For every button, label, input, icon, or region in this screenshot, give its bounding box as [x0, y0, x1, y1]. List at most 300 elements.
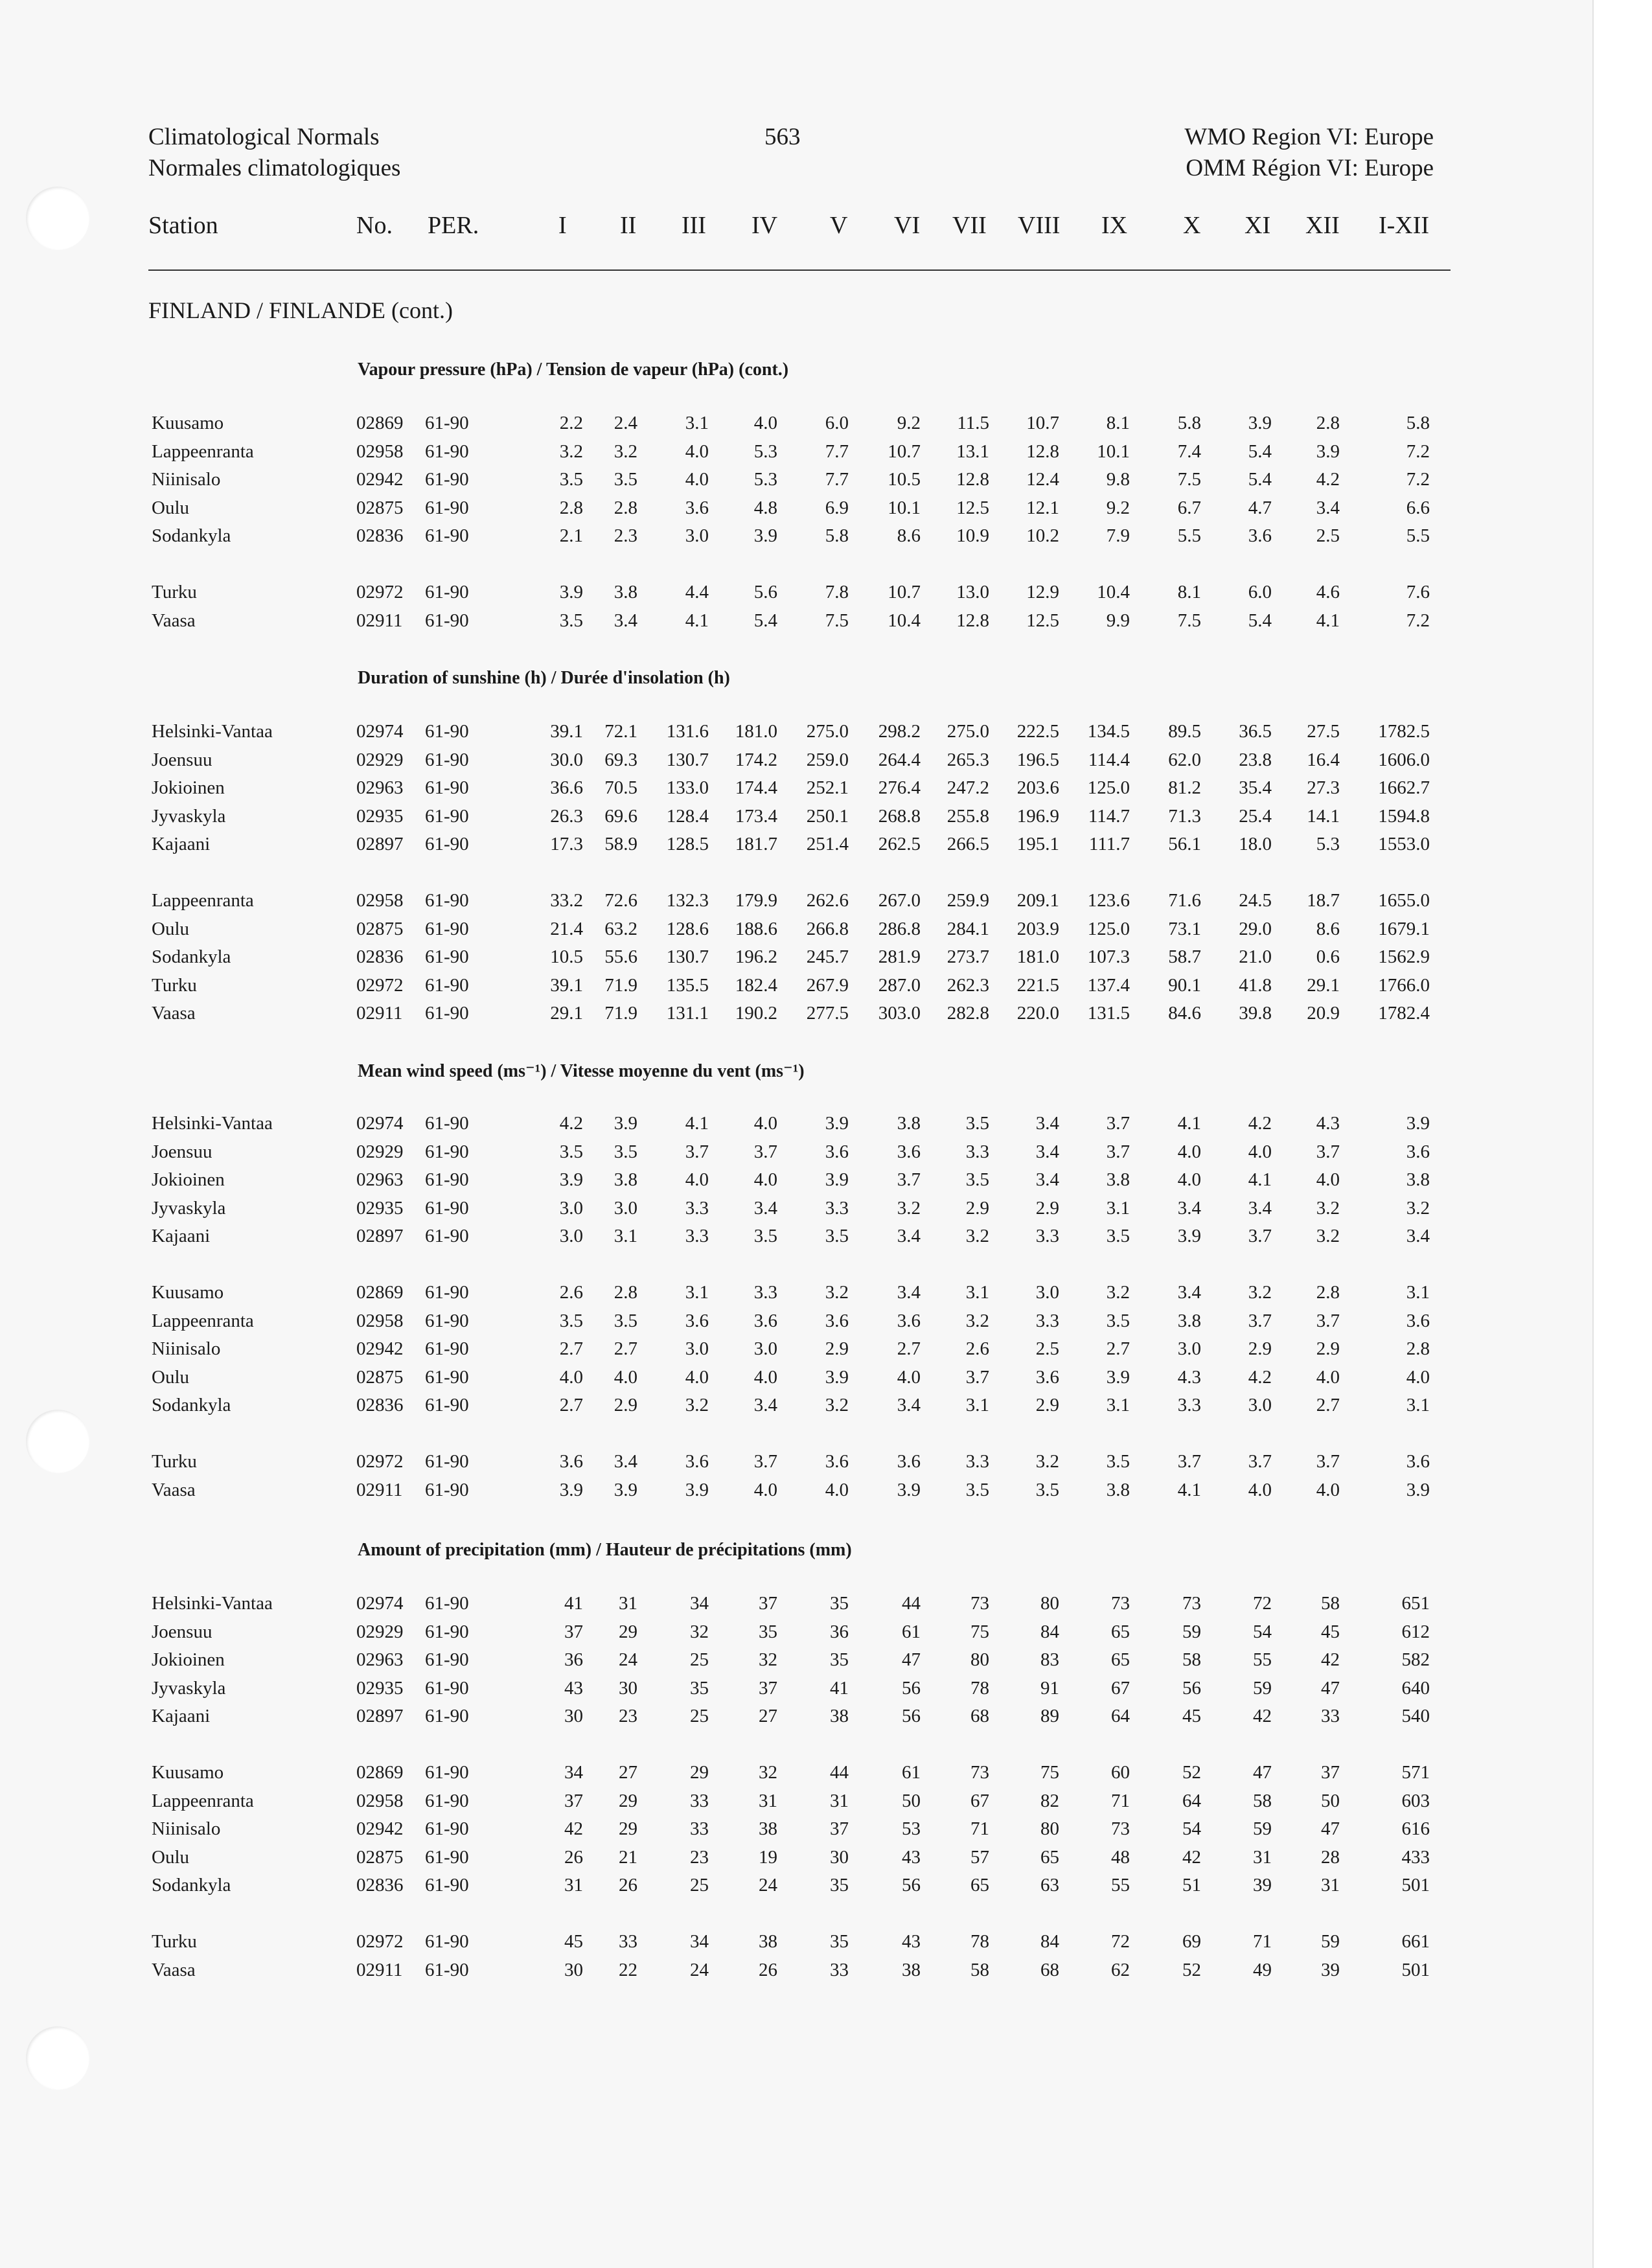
- month-value: 3.0: [685, 1338, 709, 1359]
- month-value: 30: [619, 1678, 637, 1699]
- column-header: VIII: [1018, 212, 1061, 239]
- month-value: 128.5: [666, 834, 709, 854]
- month-value: 7.8: [825, 582, 849, 602]
- month-value: 3.8: [897, 1113, 921, 1134]
- month-value: 24: [759, 1875, 777, 1896]
- month-value: 68: [1040, 1960, 1059, 1980]
- station-name: Sodankyla: [152, 946, 231, 967]
- month-value: 65: [1111, 1649, 1130, 1670]
- annual-value: 7.6: [1406, 582, 1430, 602]
- month-value: 2.6: [965, 1338, 989, 1359]
- month-value: 3.7: [685, 1141, 709, 1162]
- month-value: 31: [1321, 1875, 1340, 1896]
- section-title: Duration of sunshine (h) / Durée d'insolation (h): [358, 668, 730, 688]
- month-value: 10.1: [1097, 441, 1130, 462]
- month-value: 3.5: [1106, 1311, 1130, 1331]
- month-value: 2.9: [1035, 1198, 1059, 1219]
- month-value: 3.4: [1316, 498, 1340, 518]
- month-value: 3.3: [1035, 1311, 1059, 1331]
- month-value: 29: [619, 1818, 637, 1839]
- month-value: 60: [1111, 1762, 1130, 1783]
- period: 61-90: [425, 777, 469, 798]
- month-value: 71.9: [604, 1003, 637, 1024]
- month-value: 4.8: [753, 498, 777, 518]
- month-value: 4.3: [1177, 1367, 1201, 1388]
- month-value: 10.4: [888, 610, 921, 631]
- month-value: 174.4: [735, 777, 777, 798]
- table-row: [0, 750, 1652, 777]
- period: 61-90: [425, 1480, 469, 1500]
- month-value: 48: [1111, 1847, 1130, 1868]
- station-number: 02929: [356, 1621, 404, 1642]
- annual-value: 5.5: [1406, 525, 1430, 546]
- table-row: [0, 1593, 1652, 1621]
- month-value: 71: [1111, 1791, 1130, 1811]
- month-value: 29: [690, 1762, 709, 1783]
- station-number: 02974: [356, 1593, 404, 1614]
- table-row: [0, 1762, 1652, 1790]
- month-value: 275.0: [946, 721, 989, 742]
- month-value: 63.2: [604, 919, 637, 939]
- section-title: Mean wind speed (ms⁻¹) / Vitesse moyenne du vent (ms⁻¹): [358, 1061, 805, 1081]
- station-number: 02929: [356, 750, 404, 770]
- annual-value: 1655.0: [1378, 890, 1430, 911]
- month-value: 259.0: [806, 750, 849, 770]
- month-value: 262.5: [878, 834, 921, 854]
- annual-value: 3.9: [1406, 1480, 1430, 1500]
- station-name: Oulu: [152, 1367, 189, 1388]
- month-value: 47: [902, 1649, 921, 1670]
- month-value: 21.4: [550, 919, 583, 939]
- month-value: 65: [1040, 1847, 1059, 1868]
- month-value: 58.7: [1168, 946, 1201, 967]
- table-row: [0, 1875, 1652, 1903]
- month-value: 3.4: [753, 1395, 777, 1415]
- month-value: 4.0: [753, 1367, 777, 1388]
- period: 61-90: [425, 1311, 469, 1331]
- station-name: Vaasa: [152, 1960, 196, 1980]
- month-value: 2.8: [1316, 1282, 1340, 1303]
- period: 61-90: [425, 1169, 469, 1190]
- header-rule: [148, 269, 1451, 271]
- month-value: 4.1: [685, 610, 709, 631]
- month-value: 55: [1253, 1649, 1272, 1670]
- station-name: Kuusamo: [152, 413, 224, 433]
- month-value: 28: [1321, 1847, 1340, 1868]
- annual-value: 1662.7: [1378, 777, 1430, 798]
- month-value: 3.7: [753, 1141, 777, 1162]
- month-value: 3.4: [1035, 1141, 1059, 1162]
- period: 61-90: [425, 1847, 469, 1868]
- column-header: IX: [1101, 212, 1128, 239]
- month-value: 4.0: [685, 441, 709, 462]
- month-value: 134.5: [1087, 721, 1130, 742]
- month-value: 3.9: [753, 525, 777, 546]
- section-title: Amount of precipitation (mm) / Hauteur de précipitations (mm): [358, 1540, 852, 1560]
- month-value: 67: [1111, 1678, 1130, 1699]
- month-value: 3.4: [1035, 1169, 1059, 1190]
- month-value: 2.9: [1248, 1338, 1272, 1359]
- station-number: 02875: [356, 1367, 404, 1388]
- month-value: 43: [564, 1678, 583, 1699]
- annual-value: 1679.1: [1378, 919, 1430, 939]
- table-row: [0, 1198, 1652, 1226]
- column-header: XII: [1305, 212, 1340, 239]
- station-name: Kajaani: [152, 834, 211, 854]
- month-value: 26: [619, 1875, 637, 1896]
- month-value: 36.6: [550, 777, 583, 798]
- month-value: 56: [902, 1678, 921, 1699]
- month-value: 43: [902, 1931, 921, 1952]
- month-value: 3.1: [614, 1226, 637, 1246]
- month-value: 39.1: [550, 975, 583, 996]
- month-value: 2.7: [897, 1338, 921, 1359]
- month-value: 3.5: [559, 1141, 583, 1162]
- month-value: 4.0: [1177, 1169, 1201, 1190]
- column-header: III: [682, 212, 706, 239]
- month-value: 89.5: [1168, 721, 1201, 742]
- station-number: 02875: [356, 1847, 404, 1868]
- station-name: Helsinki-Vantaa: [152, 1593, 273, 1614]
- month-value: 286.8: [878, 919, 921, 939]
- month-value: 7.5: [1177, 610, 1201, 631]
- period: 61-90: [425, 750, 469, 770]
- station-name: Lappeenranta: [152, 890, 254, 911]
- station-number: 02929: [356, 1141, 404, 1162]
- month-value: 196.5: [1016, 750, 1059, 770]
- month-value: 267.9: [806, 975, 849, 996]
- month-value: 3.2: [965, 1311, 989, 1331]
- month-value: 52: [1182, 1960, 1201, 1980]
- station-name: Jyvaskyla: [152, 1678, 226, 1699]
- month-value: 63: [1040, 1875, 1059, 1896]
- month-value: 31: [619, 1593, 637, 1614]
- station-number: 02897: [356, 1226, 404, 1246]
- period: 61-90: [425, 1338, 469, 1359]
- month-value: 3.4: [1035, 1113, 1059, 1134]
- period: 61-90: [425, 1678, 469, 1699]
- station-number: 02942: [356, 1338, 404, 1359]
- month-value: 3.3: [965, 1451, 989, 1472]
- month-value: 130.7: [666, 946, 709, 967]
- month-value: 3.3: [685, 1198, 709, 1219]
- month-value: 2.9: [965, 1198, 989, 1219]
- table-row: [0, 806, 1652, 834]
- month-value: 281.9: [878, 946, 921, 967]
- month-value: 3.1: [685, 413, 709, 433]
- station-name: Kuusamo: [152, 1282, 224, 1303]
- month-value: 73: [970, 1762, 989, 1783]
- station-number: 02869: [356, 1762, 404, 1783]
- month-value: 3.4: [897, 1226, 921, 1246]
- region-english: WMO Region VI: Europe: [1184, 124, 1434, 150]
- month-value: 69.3: [604, 750, 637, 770]
- month-value: 267.0: [878, 890, 921, 911]
- month-value: 3.7: [1106, 1141, 1130, 1162]
- annual-value: 661: [1401, 1931, 1430, 1952]
- month-value: 3.5: [614, 1311, 637, 1331]
- annual-value: 3.6: [1406, 1451, 1430, 1472]
- station-name: Niinisalo: [152, 1818, 221, 1839]
- section-title: Vapour pressure (hPa) / Tension de vapeur (hPa) (cont.): [358, 360, 789, 380]
- month-value: 3.7: [753, 1451, 777, 1472]
- table-row: [0, 1226, 1652, 1254]
- period: 61-90: [425, 1875, 469, 1896]
- month-value: 81.2: [1168, 777, 1201, 798]
- month-value: 3.6: [685, 1451, 709, 1472]
- station-name: Oulu: [152, 1847, 189, 1868]
- month-value: 57: [970, 1847, 989, 1868]
- month-value: 80: [1040, 1818, 1059, 1839]
- station-number: 02963: [356, 1169, 404, 1190]
- month-value: 3.1: [965, 1395, 989, 1415]
- month-value: 71.9: [604, 975, 637, 996]
- period: 61-90: [425, 1141, 469, 1162]
- column-header: VI: [894, 212, 921, 239]
- month-value: 3.6: [1248, 525, 1272, 546]
- station-number: 02958: [356, 1311, 404, 1331]
- month-value: 3.3: [753, 1282, 777, 1303]
- month-value: 3.5: [559, 469, 583, 490]
- station-number: 02935: [356, 1198, 404, 1219]
- month-value: 3.2: [559, 441, 583, 462]
- month-value: 4.0: [685, 1367, 709, 1388]
- month-value: 45: [1182, 1706, 1201, 1726]
- period: 61-90: [425, 975, 469, 996]
- annual-value: 1594.8: [1378, 806, 1430, 827]
- table-row: [0, 721, 1652, 749]
- station-name: Lappeenranta: [152, 1311, 254, 1331]
- period: 61-90: [425, 1226, 469, 1246]
- month-value: 2.8: [614, 1282, 637, 1303]
- month-value: 133.0: [666, 777, 709, 798]
- month-value: 27: [759, 1706, 777, 1726]
- month-value: 3.4: [1248, 1198, 1272, 1219]
- column-header: XI: [1245, 212, 1271, 239]
- month-value: 10.9: [956, 525, 989, 546]
- period: 61-90: [425, 946, 469, 967]
- month-value: 3.6: [825, 1451, 849, 1472]
- month-value: 3.3: [825, 1198, 849, 1219]
- month-value: 47: [1253, 1762, 1272, 1783]
- month-value: 4.0: [685, 1169, 709, 1190]
- month-value: 3.6: [897, 1451, 921, 1472]
- month-value: 36.5: [1239, 721, 1272, 742]
- station-number: 02836: [356, 1875, 404, 1896]
- month-value: 10.1: [888, 498, 921, 518]
- column-header: V: [830, 212, 848, 239]
- month-value: 3.9: [825, 1367, 849, 1388]
- month-value: 135.5: [666, 975, 709, 996]
- month-value: 5.5: [1177, 525, 1201, 546]
- month-value: 3.9: [1316, 441, 1340, 462]
- station-number: 02935: [356, 1678, 404, 1699]
- month-value: 75: [970, 1621, 989, 1642]
- month-value: 181.7: [735, 834, 777, 854]
- month-value: 3.4: [1177, 1198, 1201, 1219]
- month-value: 62: [1111, 1960, 1130, 1980]
- annual-value: 1553.0: [1378, 834, 1430, 854]
- month-value: 10.5: [888, 469, 921, 490]
- station-number: 02942: [356, 1818, 404, 1839]
- month-value: 29.0: [1239, 919, 1272, 939]
- annual-value: 640: [1401, 1678, 1430, 1699]
- month-value: 3.7: [1106, 1113, 1130, 1134]
- month-value: 72.1: [604, 721, 637, 742]
- month-value: 245.7: [806, 946, 849, 967]
- month-value: 80: [970, 1649, 989, 1670]
- month-value: 5.4: [1248, 469, 1272, 490]
- annual-value: 6.6: [1406, 498, 1430, 518]
- annual-value: 651: [1401, 1593, 1430, 1614]
- month-value: 3.5: [614, 469, 637, 490]
- month-value: 72.6: [604, 890, 637, 911]
- month-value: 10.4: [1097, 582, 1130, 602]
- month-value: 41: [564, 1593, 583, 1614]
- month-value: 9.2: [897, 413, 921, 433]
- month-value: 12.5: [956, 498, 989, 518]
- month-value: 56.1: [1168, 834, 1201, 854]
- month-value: 3.3: [965, 1141, 989, 1162]
- table-row: [0, 1282, 1652, 1310]
- annual-value: 501: [1401, 1960, 1430, 1980]
- month-value: 132.3: [666, 890, 709, 911]
- month-value: 7.9: [1106, 525, 1130, 546]
- month-value: 43: [902, 1847, 921, 1868]
- period: 61-90: [425, 1791, 469, 1811]
- month-value: 45: [1321, 1621, 1340, 1642]
- month-value: 2.7: [559, 1395, 583, 1415]
- table-row: [0, 1818, 1652, 1846]
- month-value: 3.7: [897, 1169, 921, 1190]
- month-value: 275.0: [806, 721, 849, 742]
- month-value: 32: [690, 1621, 709, 1642]
- table-row: [0, 498, 1652, 525]
- station-name: Turku: [152, 582, 197, 602]
- month-value: 30: [564, 1960, 583, 1980]
- annual-value: 3.6: [1406, 1141, 1430, 1162]
- month-value: 47: [1321, 1678, 1340, 1699]
- station-name: Lappeenranta: [152, 441, 254, 462]
- month-value: 37: [759, 1593, 777, 1614]
- month-value: 4.0: [753, 1113, 777, 1134]
- period: 61-90: [425, 441, 469, 462]
- column-header-row: [0, 211, 1652, 250]
- month-value: 3.8: [1106, 1169, 1130, 1190]
- station-number: 02836: [356, 946, 404, 967]
- month-value: 137.4: [1087, 975, 1130, 996]
- table-row: [0, 777, 1652, 805]
- month-value: 251.4: [806, 834, 849, 854]
- month-value: 3.9: [559, 1169, 583, 1190]
- period: 61-90: [425, 1762, 469, 1783]
- month-value: 37: [564, 1791, 583, 1811]
- month-value: 5.3: [753, 441, 777, 462]
- column-header: VII: [952, 212, 987, 239]
- station-number: 02911: [356, 1003, 403, 1024]
- column-header: Station: [148, 212, 218, 239]
- month-value: 24: [619, 1649, 637, 1670]
- month-value: 71.3: [1168, 806, 1201, 827]
- month-value: 3.9: [825, 1169, 849, 1190]
- month-value: 277.5: [806, 1003, 849, 1024]
- table-row: [0, 1678, 1652, 1706]
- column-header: X: [1183, 212, 1201, 239]
- month-value: 2.5: [1316, 525, 1340, 546]
- month-value: 71: [1253, 1931, 1272, 1952]
- month-value: 10.5: [550, 946, 583, 967]
- month-value: 196.2: [735, 946, 777, 967]
- month-value: 84: [1040, 1621, 1059, 1642]
- month-value: 30: [830, 1847, 849, 1868]
- month-value: 22: [619, 1960, 637, 1980]
- month-value: 91: [1040, 1678, 1059, 1699]
- table-row: [0, 1003, 1652, 1031]
- station-name: Joensuu: [152, 750, 212, 770]
- station-name: Jokioinen: [152, 1169, 225, 1190]
- period: 61-90: [425, 1282, 469, 1303]
- month-value: 3.9: [614, 1113, 637, 1134]
- station-number: 02974: [356, 721, 404, 742]
- month-value: 24: [690, 1960, 709, 1980]
- annual-value: 433: [1401, 1847, 1430, 1868]
- month-value: 41: [830, 1678, 849, 1699]
- month-value: 4.1: [685, 1113, 709, 1134]
- month-value: 73: [1111, 1818, 1130, 1839]
- month-value: 209.1: [1016, 890, 1059, 911]
- month-value: 8.6: [897, 525, 921, 546]
- month-value: 3.7: [1177, 1451, 1201, 1472]
- month-value: 2.3: [614, 525, 637, 546]
- month-value: 37: [830, 1818, 849, 1839]
- month-value: 45: [564, 1931, 583, 1952]
- month-value: 3.7: [1248, 1451, 1272, 1472]
- month-value: 71.6: [1168, 890, 1201, 911]
- month-value: 29: [619, 1621, 637, 1642]
- month-value: 3.0: [753, 1338, 777, 1359]
- month-value: 71: [970, 1818, 989, 1839]
- station-number: 02972: [356, 1451, 404, 1472]
- station-name: Sodankyla: [152, 1395, 231, 1415]
- table-row: [0, 919, 1652, 946]
- period: 61-90: [425, 1198, 469, 1219]
- month-value: 29: [619, 1791, 637, 1811]
- table-row: [0, 441, 1652, 469]
- station-name: Oulu: [152, 919, 189, 939]
- month-value: 7.7: [825, 469, 849, 490]
- month-value: 128.6: [666, 919, 709, 939]
- month-value: 196.9: [1016, 806, 1059, 827]
- month-value: 33: [690, 1791, 709, 1811]
- table-row: [0, 1311, 1652, 1338]
- table-row: [0, 1960, 1652, 1987]
- month-value: 29.1: [1307, 975, 1340, 996]
- month-value: 27.3: [1307, 777, 1340, 798]
- month-value: 55.6: [604, 946, 637, 967]
- table-row: [0, 1141, 1652, 1169]
- month-value: 3.4: [897, 1282, 921, 1303]
- month-value: 4.0: [614, 1367, 637, 1388]
- month-value: 62.0: [1168, 750, 1201, 770]
- month-value: 3.6: [559, 1451, 583, 1472]
- month-value: 54: [1253, 1621, 1272, 1642]
- month-value: 3.4: [753, 1198, 777, 1219]
- month-value: 35: [759, 1621, 777, 1642]
- table-row: [0, 975, 1652, 1003]
- station-name: Jokioinen: [152, 1649, 225, 1670]
- month-value: 3.9: [1248, 413, 1272, 433]
- month-value: 35: [690, 1678, 709, 1699]
